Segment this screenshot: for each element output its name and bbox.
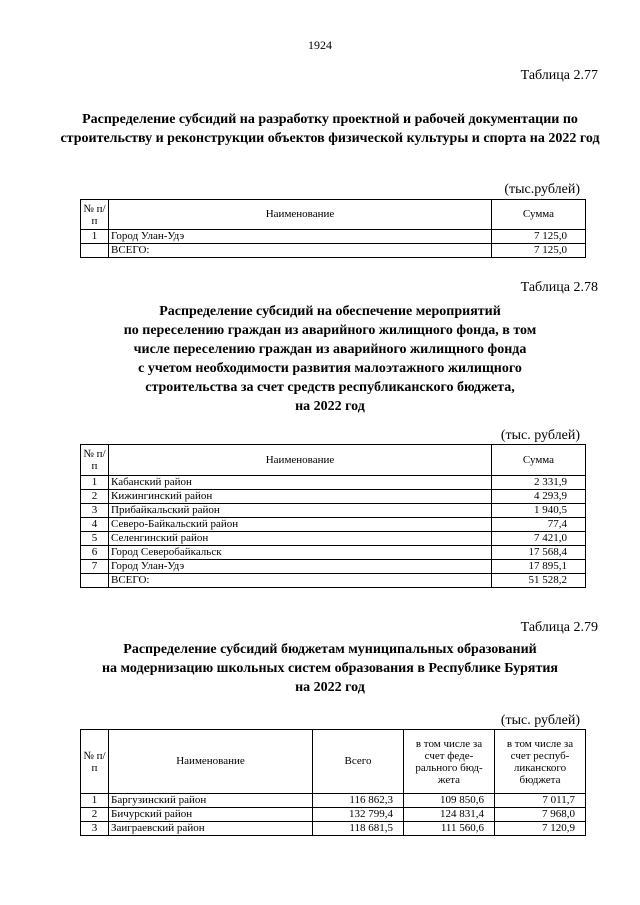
- row-republic: 7 011,7: [495, 794, 586, 808]
- title-line: числе переселению граждан из аварийного жилищного фонда: [133, 342, 527, 357]
- table-row: [81, 794, 586, 808]
- row-sum: 17 895,1: [492, 560, 586, 574]
- row-name: Бичурский район: [109, 808, 313, 822]
- table-2-77-label: Таблица 2.77: [520, 68, 598, 83]
- table-2-79-units: (тыс. рублей): [500, 713, 580, 728]
- total-num-empty: [81, 574, 109, 588]
- row-total: 118 681,5: [313, 822, 404, 836]
- table-2-78-title: [60, 302, 600, 416]
- table-row: [81, 546, 586, 560]
- total-label: ВСЕГО:: [109, 244, 492, 258]
- row-sum: 7 421,0: [492, 532, 586, 546]
- title-line: Распределение субсидий на обеспечение мероприятий: [159, 304, 501, 319]
- table-row: [81, 822, 586, 836]
- header-total: Всего: [313, 730, 404, 794]
- total-sum: 51 528,2: [492, 574, 586, 588]
- row-num: 1: [81, 794, 109, 808]
- row-name: Заиграевский район: [109, 822, 313, 836]
- table-2-78-label: Таблица 2.78: [520, 280, 598, 295]
- header-name: Наименование: [109, 445, 492, 476]
- row-republic: 7 120,9: [495, 822, 586, 836]
- row-sum: 2 331,9: [492, 476, 586, 490]
- title-line: с учетом необходимости развития малоэтажного жилищного: [138, 361, 522, 376]
- table-2-77-units: (тыс.рублей): [504, 182, 580, 197]
- row-num: 2: [81, 808, 109, 822]
- title-line: по переселению граждан из аварийного жилищного фонда, в том: [123, 323, 537, 338]
- row-num: 3: [81, 822, 109, 836]
- table-row: [81, 476, 586, 490]
- row-sum: 17 568,4: [492, 546, 586, 560]
- title-line: Распределение субсидий бюджетам муниципальных образований: [123, 642, 537, 657]
- title-line: на 2022 год: [295, 399, 365, 414]
- row-num: 3: [81, 504, 109, 518]
- row-republic: 7 968,0: [495, 808, 586, 822]
- table-row: [81, 490, 586, 504]
- row-name: Прибайкальский район: [109, 504, 492, 518]
- total-sum: 7 125,0: [492, 244, 586, 258]
- total-row: [81, 574, 586, 588]
- row-num: 2: [81, 490, 109, 504]
- header-republic: в том числе за счет респуб-ликанского бюджета: [495, 730, 586, 794]
- table-row: [81, 560, 586, 574]
- table-row: [81, 230, 586, 244]
- header-num: № п/п: [81, 730, 109, 794]
- header-sum: Сумма: [492, 445, 586, 476]
- row-total: 116 862,3: [313, 794, 404, 808]
- row-num: 7: [81, 560, 109, 574]
- header-name: Наименование: [109, 730, 313, 794]
- row-name: Город Улан-Удэ: [109, 560, 492, 574]
- row-name: Город Северобайкальск: [109, 546, 492, 560]
- title-line: на 2022 год: [295, 680, 365, 695]
- row-federal: 111 560,6: [404, 822, 495, 836]
- row-num: 4: [81, 518, 109, 532]
- row-sum: 1 940,5: [492, 504, 586, 518]
- table-row: [81, 808, 586, 822]
- table-2-79-title: [60, 640, 600, 697]
- row-name: Город Улан-Удэ: [109, 230, 492, 244]
- row-name: Северо-Байкальский район: [109, 518, 492, 532]
- row-federal: 109 850,6: [404, 794, 495, 808]
- row-total: 132 799,4: [313, 808, 404, 822]
- header-num: № п/п: [81, 445, 109, 476]
- row-name: Кижингинский район: [109, 490, 492, 504]
- row-name: Кабанский район: [109, 476, 492, 490]
- total-num-empty: [81, 244, 109, 258]
- page-number: 1924: [308, 38, 332, 52]
- total-label: ВСЕГО:: [109, 574, 492, 588]
- header-num: № п/п: [81, 200, 109, 230]
- table-2-77-title: Распределение субсидий на разработку проектной и рабочей документации по строительству и реконструкции объектов физической культуры и спорта на 2022 год: [60, 112, 600, 146]
- row-num: 6: [81, 546, 109, 560]
- header-federal: в том числе за счет феде-рального бюд-жета: [404, 730, 495, 794]
- table-2-79-label: Таблица 2.79: [520, 620, 598, 635]
- table-2-78-units: (тыс. рублей): [500, 428, 580, 443]
- row-sum: 77,4: [492, 518, 586, 532]
- table-2-77: [80, 199, 586, 258]
- row-name: Баргузинский район: [109, 794, 313, 808]
- table-2-79: [80, 729, 586, 836]
- title-line: строительства за счет средств республиканского бюджета,: [145, 380, 515, 395]
- row-sum: 4 293,9: [492, 490, 586, 504]
- title-line: на модернизацию школьных систем образования в Республике Бурятия: [101, 661, 559, 676]
- table-row: [81, 504, 586, 518]
- row-federal: 124 831,4: [404, 808, 495, 822]
- row-num: 1: [81, 230, 109, 244]
- header-sum: Сумма: [492, 200, 586, 230]
- row-num: 5: [81, 532, 109, 546]
- table-row: [81, 532, 586, 546]
- row-sum: 7 125,0: [492, 230, 586, 244]
- table-2-78: [80, 444, 586, 588]
- header-name: Наименование: [109, 200, 492, 230]
- row-num: 1: [81, 476, 109, 490]
- total-row: [81, 244, 586, 258]
- row-name: Селенгинский район: [109, 532, 492, 546]
- table-row: [81, 518, 586, 532]
